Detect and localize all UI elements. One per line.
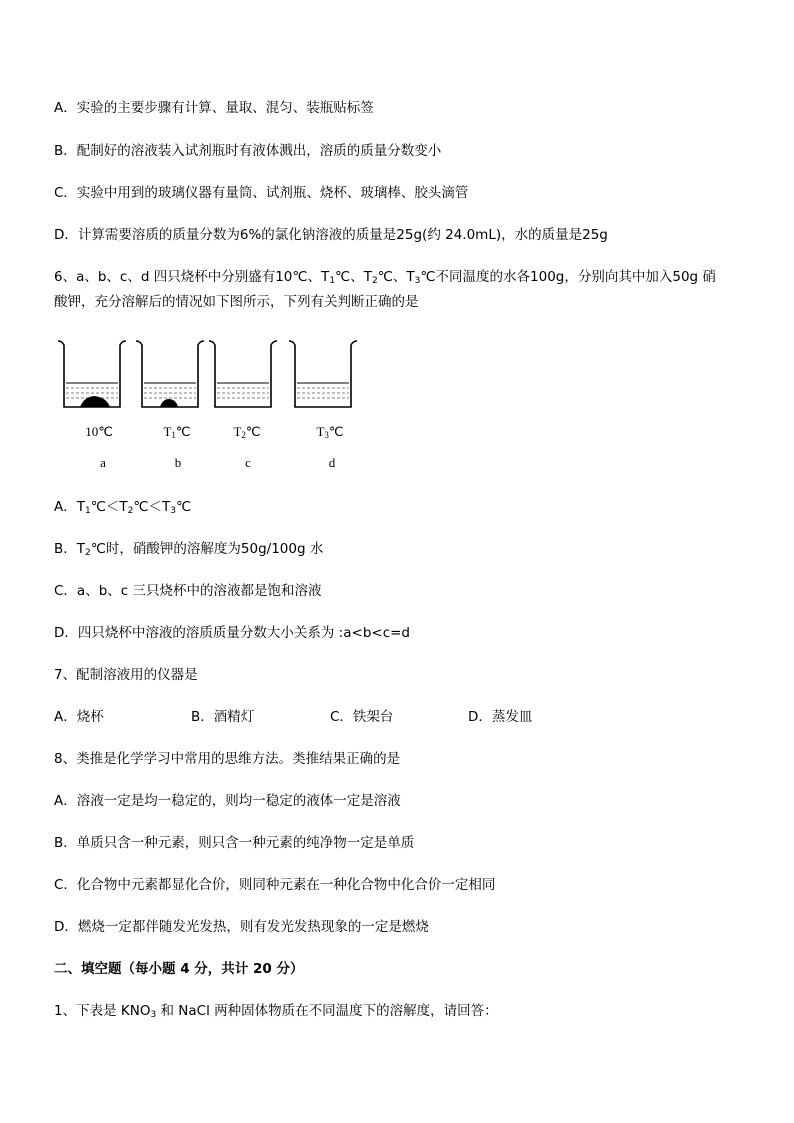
beaker-d-label: d — [328, 455, 336, 470]
beaker-c-temp: $T_2℃$ — [233, 424, 261, 440]
beaker-d-temp: $T_3℃$ — [316, 424, 344, 440]
beaker-b-temp: $T_1℃$ — [163, 424, 191, 440]
beaker-a-temp: 10℃ — [85, 424, 113, 439]
q5-option-b: B．配制好的溶液装入试剂瓶时有液体溅出，溶质的质量分数变小 — [54, 143, 442, 159]
section-heading: 二、填空题（每小题 4 分，共计 20 分） — [54, 961, 304, 977]
beaker-c — [209, 341, 277, 407]
fill-q1-stem: 1、下表是 $KNO_3$ 和 NaCl 两种固体物质在不同温度下的溶解度，请回答： — [54, 1003, 498, 1020]
beaker-a-label: a — [100, 455, 106, 470]
q8-option-d: D．燃烧一定都伴随发光发热，则有发光发热现象的一定是燃烧 — [54, 919, 429, 935]
q6-option-d: D．四只烧杯中溶液的溶质质量分数大小关系为 :a<b<c=d — [54, 625, 411, 641]
beaker-figure — [54, 335, 374, 475]
beaker-d — [289, 341, 357, 407]
q7-option-d: D．蒸发皿 — [468, 709, 533, 725]
q7-option-c: C．铁架台 — [330, 709, 394, 725]
q7-option-a: A．烧杯 — [54, 709, 104, 725]
q5-option-c: C．实验中用到的玻璃仪器有量筒、试剂瓶、烧杯、玻璃棒、胶头滴管 — [54, 185, 469, 201]
beaker-b-label: b — [174, 455, 182, 470]
q6-option-c: C．a、b、c 三只烧杯中的溶液都是饱和溶液 — [54, 583, 322, 599]
q5-option-a: A．实验的主要步骤有计算、量取、混匀、装瓶贴标签 — [54, 100, 374, 116]
beaker-c-label: c — [245, 455, 251, 470]
q8-option-c: C．化合物中元素都显化合价，则同种元素在一种化合物中化合价一定相同 — [54, 877, 496, 893]
q6-option-b: B．$T_2℃$时，硝酸钾的溶解度为50g/100g 水 — [54, 541, 324, 558]
beaker-a — [58, 341, 126, 407]
beaker-b — [136, 341, 204, 407]
q6-stem-line1: 6、a、b、c、d 四只烧杯中分别盛有10℃、$T_1℃$、$T_2℃$、$T_3℃$不同温度的水各100g，分别向其中加入50g 硝 — [54, 269, 716, 286]
q7-stem: 7、配制溶液用的仪器是 — [54, 667, 198, 683]
q6-stem-line2: 酸钾，充分溶解后的情况如下图所示，下列有关判断正确的是 — [54, 294, 419, 310]
q5-option-d: D．计算需要溶质的质量分数为6%的氯化钠溶液的质量是25g(约 24.0mL)，水的质量是25g — [54, 227, 608, 243]
q6-option-a: A．$T_1℃<T_2℃<T_3℃$ — [54, 499, 192, 516]
undissolved-solid-b — [160, 399, 178, 407]
beakers-drawing — [54, 335, 374, 415]
q8-option-a: A．溶液一定是均一稳定的，则均一稳定的液体一定是溶液 — [54, 793, 401, 809]
q8-option-b: B．单质只含一种元素，则只含一种元素的纯净物一定是单质 — [54, 835, 415, 851]
q8-stem: 8、类推是化学学习中常用的思维方法。类推结果正确的是 — [54, 751, 401, 767]
q7-option-b: B．酒精灯 — [191, 709, 255, 725]
undissolved-solid-a — [80, 396, 110, 407]
